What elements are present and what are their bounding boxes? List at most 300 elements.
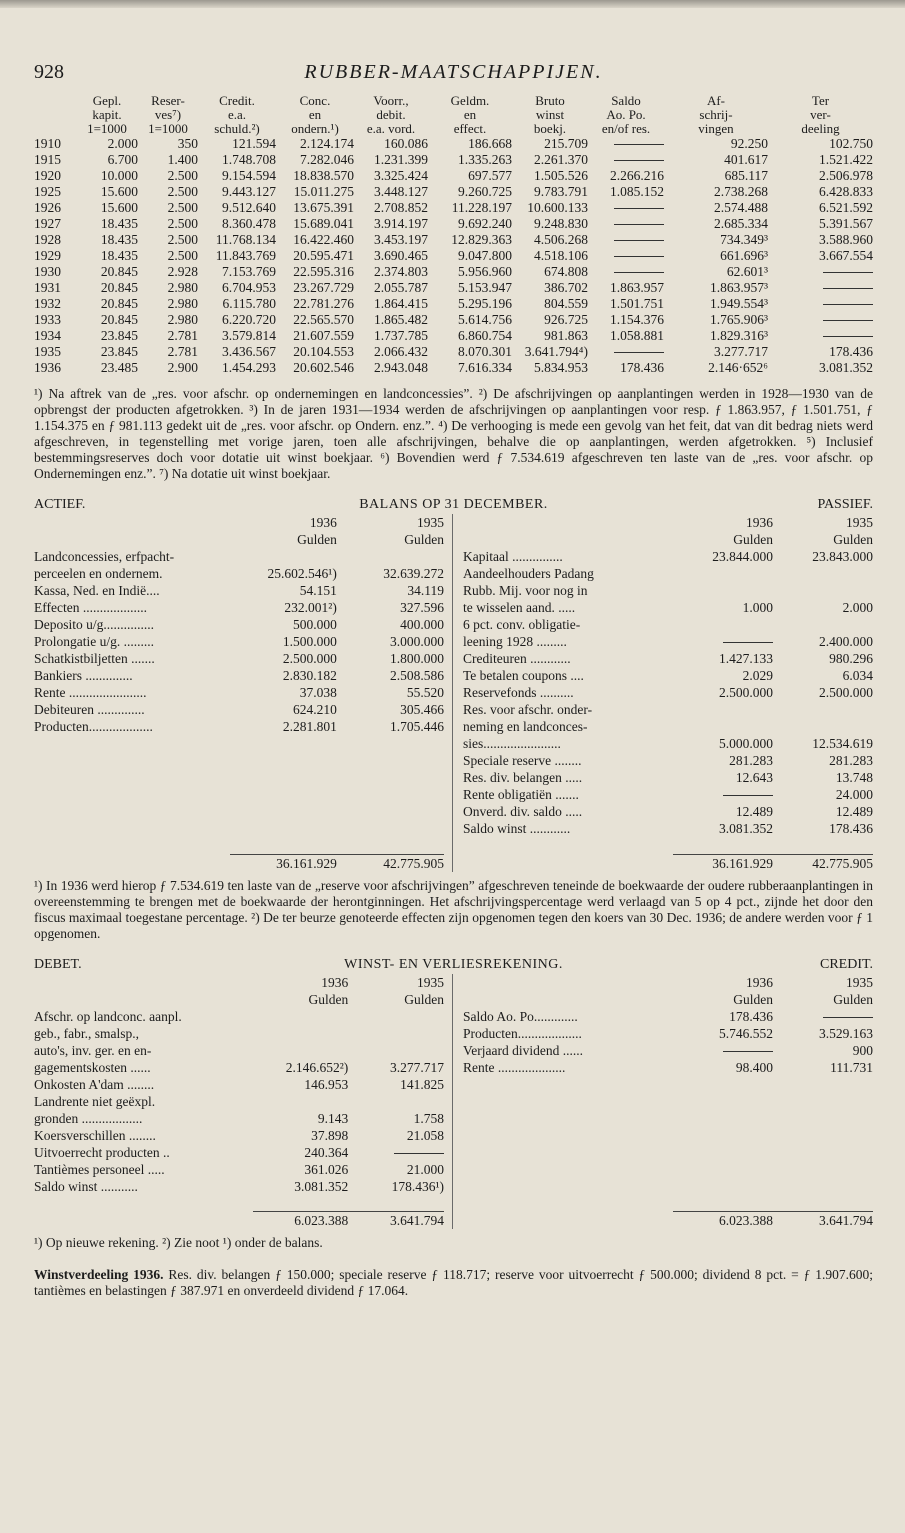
ledger-value-1: 5.000.000 [719,736,773,751]
ledger-value-1 [253,1042,349,1059]
table-cell: 10.000 [100,168,138,183]
column-header: Saldo Ao. Po. en/of res. [601,93,651,136]
ledger-value-1 [673,786,773,803]
table-cell: 8.070.301 [458,344,512,359]
table-cell: 6.700 [107,152,138,167]
table-cell: 3.690.465 [374,248,428,263]
ledger-value-2: 1.758 [413,1110,444,1126]
table-row [34,216,873,232]
ledger-label: Effecten ................... [34,600,147,615]
table-cell: 3.277.717 [714,344,768,359]
blank [773,1110,873,1127]
table-cell: 401.617 [724,152,768,167]
table-cell [588,152,664,168]
table-cell: 160.086 [384,136,428,151]
ledger-value-1: 2.500.000 [282,651,337,666]
ledger-label: Deposito u/g............... [34,617,154,632]
table-cell: 685.117 [724,168,768,183]
ledger-value-2: 305.466 [400,702,444,717]
ledger-row [34,667,444,684]
ledger-value-1: 23.844.000 [712,549,773,564]
table-cell: 178.436 [829,344,873,359]
blank [34,803,230,820]
table-cell: 7.153.769 [222,264,276,279]
spacer-row [34,803,444,820]
dash-mark [614,144,664,145]
table-cell [588,200,664,216]
blank [463,1144,673,1161]
profit-loss-account [34,974,873,1230]
year-cell: 1935 [34,344,61,359]
blank [773,1127,873,1144]
total-row [34,854,444,872]
ledger-value-1: 240.364 [304,1144,349,1160]
blank [34,786,230,803]
ledger-row [34,701,444,718]
column-header: Ter ver- deeling [801,93,840,136]
blank [230,820,337,837]
table-cell: 6.860.754 [458,328,512,343]
blank [34,514,230,531]
table-cell: 5.614.756 [458,312,512,327]
ledger-row [34,1178,444,1195]
table-cell: 6.428.833 [819,184,873,199]
table-cell: 1.864.415 [374,296,428,311]
credit-table [463,974,873,1230]
table-row [34,264,873,280]
ledger-value-1: 9.143 [317,1110,349,1126]
table-cell: 2.266.216 [610,168,664,183]
table-cell: 9.443.127 [222,184,276,199]
blank [230,786,337,803]
ledger-label: geb., fabr., smalsp., [34,1025,139,1041]
page-header [34,60,873,90]
blank [337,837,444,854]
unit-header-row [463,991,873,1008]
blank [230,769,337,786]
table-cell: 2.980 [167,312,198,327]
ledger-value-1: 1.427.133 [719,651,773,666]
ledger-label: Res. voor afschr. onder- [463,702,593,717]
table-row [34,232,873,248]
table-cell: 3.325.424 [374,168,428,183]
table-cell: 20.845 [100,312,138,327]
ledger-row [34,599,444,616]
ledger-value-2 [773,701,873,718]
ledger-label: Landrente niet geëxpl. [34,1093,156,1109]
actief-label: ACTIEF. [34,497,86,512]
ledger-label: Verjaard dividend ...... [463,1042,583,1058]
ledger-value-2: 55.520 [406,685,444,700]
year-cell: 1925 [34,184,61,199]
total-value-2: 3.641.794 [348,1212,444,1230]
total-value-2: 3.641.794 [773,1212,873,1230]
year-cell: 1932 [34,296,61,311]
table-cell: 92.250 [730,136,768,151]
ledger-row [34,1025,444,1042]
table-cell: 1.865.482 [374,312,428,327]
unit-header: Gulden [404,991,444,1007]
ledger-row [34,1059,444,1076]
table-notes: ¹) Na aftrek van de „res. voor afschr. op ondernemingen en landconcessies”. ²) De afschrijvingen op aanplantingen werden in 1928—1930 van de opbrengst der producten afgetrokken. ³) In de jaren 1931—1934 werden de afschrijvingen op aanplantingen voor resp. ƒ 1.863.957, ƒ 1.501.751, ƒ 1.154.375 en ƒ 981.113 gedekt uit de „res. voor afschr. op Ondern. enz.”. ⁴) De verhooging is mede een gevolg van het feit, dat van dit bedrag niets werd afgeschreven, in tegenstelling met vorige jaren, toen alle afschrijvingen, behalve die op aanplantingen, werden afgetrokken. ⁵) Inclusief bestemmingsreserves doch voor dotatie uit winst boekjaar. ⁶) Bovendien werd ƒ 7.534.619 afgeschreven ten laste van de „res. voor afschr. op Ondernemingen enz.”. ⁷) Na dotatie uit winst boekjaar. [34,386,873,481]
blank [673,1127,773,1144]
blank [773,1144,873,1161]
dash-mark [614,240,664,241]
credit-label: CREDIT. [819,956,873,972]
ledger-row [34,1008,444,1025]
spacer-row [34,735,444,752]
ledger-label: Reservefonds .......... [463,685,574,700]
blank [673,1195,773,1212]
blank [337,735,444,752]
ledger-row [463,1042,873,1059]
ledger-value-2: 327.596 [400,600,444,615]
blank [773,1093,873,1110]
table-cell: 20.104.553 [293,344,354,359]
table-cell: 3.914.197 [374,216,428,231]
table-cell: 3.667.554 [819,248,873,263]
year-header: 1936 [309,515,337,530]
table-cell [588,232,664,248]
dash-mark [614,208,664,209]
ledger-row [463,616,873,633]
year-cell: 1920 [34,168,61,183]
table-cell: 674.808 [544,264,588,279]
ledger-row [463,650,873,667]
year-cell: 1910 [34,136,61,151]
ledger-row [463,735,873,752]
table-row [34,200,873,216]
spacer-row [463,837,873,854]
ledger-value-2: 1.800.000 [390,651,444,666]
table-cell: 2.685.334 [714,216,768,231]
dash-mark [723,642,773,643]
year-header: 1935 [417,974,444,990]
spacer-row [34,820,444,837]
blank [230,837,337,854]
blank [673,1076,773,1093]
blank [673,1161,773,1178]
table-cell [588,216,664,232]
unit-header: Gulden [404,532,444,547]
table-cell: 5.295.196 [458,296,512,311]
ledger-row [34,616,444,633]
table-cell: 5.153.947 [458,280,512,295]
table-cell: 9.248.830 [534,216,588,231]
dash-mark [614,224,664,225]
table-row [34,328,873,344]
table-cell: 3.448.127 [374,184,428,199]
total-value-2: 42.775.905 [337,854,444,872]
table-cell: 21.607.559 [293,328,354,343]
table-cell: 2.928 [167,264,198,279]
ledger-value-1: 361.026 [304,1161,349,1177]
blank [230,735,337,752]
spacer-row [463,1178,873,1195]
ledger-label: Crediteuren ............ [463,651,571,666]
table-cell: 18.435 [100,216,138,231]
total-row [463,1212,873,1230]
ledger-row [463,1059,873,1076]
ledger-value-1: 500.000 [292,617,337,632]
dash-mark [614,256,664,257]
ledger-row [463,718,873,735]
table-cell: 6.521.592 [819,200,873,215]
ledger-row [34,1127,444,1144]
ledger-value-2: 6.034 [842,668,873,683]
dash-mark [723,1051,773,1052]
unit-header-row [34,531,444,548]
year-cell: 1929 [34,248,61,263]
spacer-row [463,1144,873,1161]
ledger-row [34,1110,444,1127]
ledger-label: Rubb. Mij. voor nog in [463,583,588,598]
ledger-label: Uitvoerrecht producten .. [34,1144,170,1160]
year-header-row [463,514,873,531]
table-row [34,248,873,264]
table-cell [588,248,664,264]
ledger-value-1: 146.953 [304,1076,349,1092]
ledger-value-1 [673,582,773,599]
table-cell: 23.845 [100,344,138,359]
ledger-value-2: 2.000 [842,600,873,615]
blank [463,1178,673,1195]
table-cell: 2.146·652⁶ [708,360,768,375]
ledger-label: gagementskosten ...... [34,1059,151,1075]
table-cell: 2.500 [167,168,198,183]
ledger-label: Onverd. div. saldo ..... [463,804,583,819]
spacer-row [34,752,444,769]
unit-header: Gulden [733,991,773,1007]
year-cell: 1934 [34,328,61,343]
table-cell: 62.601³ [726,264,768,279]
ledger-label: gronden .................. [34,1110,143,1126]
blank [337,820,444,837]
ledger-value-1: 1.500.000 [282,634,337,649]
table-cell: 2.781 [167,328,198,343]
ledger-value-1 [673,1042,773,1059]
blank [673,1093,773,1110]
unit-header: Gulden [733,532,773,547]
dash-mark [823,304,873,305]
ledger-row [463,565,873,582]
blank [34,974,253,991]
blank [673,1178,773,1195]
table-cell: 1.058.881 [610,328,664,343]
table-row [34,296,873,312]
total-value-1: 6.023.388 [253,1212,349,1230]
ledger-value-1: 2.500.000 [719,685,773,700]
blank [34,991,253,1008]
ledger-label: Aandeelhouders Padang [463,566,594,581]
yearly-figures-table [34,94,873,376]
table-cell: 3.641.794⁴) [524,344,588,359]
blank [773,1178,873,1195]
table-cell: 1.501.751 [610,296,664,311]
column-header: Bruto winst boekj. [533,93,567,136]
ledger-value-1 [253,1008,349,1025]
table-cell: 22.565.570 [293,312,354,327]
spacer-row [463,1093,873,1110]
blank [337,752,444,769]
spacer-row [463,1195,873,1212]
table-cell: 2.500 [167,184,198,199]
table-cell: 11.228.197 [451,200,512,215]
table-cell: 9.512.640 [222,200,276,215]
ledger-value-2 [773,616,873,633]
year-cell: 1931 [34,280,61,295]
year-header: 1936 [746,974,773,990]
table-cell: 121.594 [232,136,276,151]
ledger-value-2: 141.825 [400,1076,444,1092]
total-value-1: 6.023.388 [673,1212,773,1230]
ledger-value-1 [673,565,773,582]
unit-header: Gulden [308,991,349,1007]
profit-distribution [34,1267,873,1299]
ledger-value-1 [673,616,773,633]
table-row [34,168,873,184]
blank [230,803,337,820]
year-header-row [34,974,444,991]
table-cell: 102.750 [829,136,873,151]
ledger-value-1: 281.283 [729,753,773,768]
blank [463,1161,673,1178]
table-cell: 20.845 [100,264,138,279]
table-cell: 6.704.953 [222,280,276,295]
ledger-label: Landconcessies, erfpacht- [34,549,175,564]
year-cell: 1936 [34,360,61,375]
table-cell: 386.702 [544,280,588,295]
table-row [34,360,873,376]
table-cell [768,312,873,328]
ledger-row [463,633,873,650]
table-row [34,184,873,200]
blank [463,1212,673,1230]
ledger-value-2 [773,565,873,582]
ledger-row [463,684,873,701]
ledger-row [34,1144,444,1161]
dash-mark [823,320,873,321]
total-value-1: 36.161.929 [230,854,337,872]
table-cell: 1.085.152 [610,184,664,199]
ledger-value-1: 3.081.352 [294,1178,349,1194]
ledger-value-1: 624.210 [292,702,337,717]
table-cell: 2.000 [107,136,138,151]
year-cell: 1930 [34,264,61,279]
passief-label: PASSIEF. [817,497,873,512]
table-cell: 2.708.852 [374,200,428,215]
blank [773,1161,873,1178]
table-cell [588,264,664,280]
table-cell: 9.692.240 [458,216,512,231]
table-cell: 3.453.197 [374,232,428,247]
column-header: Credit. e.a. schuld.²) [214,93,260,136]
ledger-row [463,786,873,803]
table-cell: 20.845 [100,280,138,295]
dash-mark [394,1153,444,1154]
table-cell: 2.943.048 [374,360,428,375]
column-header: Af- schrij- vingen [698,93,734,136]
ledger-label: auto's, inv. ger. en en- [34,1042,152,1058]
table-cell: 10.600.133 [527,200,588,215]
ledger-row [463,1025,873,1042]
profit-distribution-heading: Winstverdeeling 1936. [34,1267,164,1282]
ledger-value-2: 3.529.163 [819,1025,873,1041]
table-row [34,280,873,296]
total-value-2: 42.775.905 [773,854,873,872]
blank [773,1195,873,1212]
table-cell: 22.595.316 [293,264,354,279]
year-cell: 1927 [34,216,61,231]
year-cell: 1933 [34,312,61,327]
ledger-value-2: 12.534.619 [812,736,873,751]
table-cell: 15.689.041 [293,216,354,231]
ledger-label: Producten................... [463,1025,582,1041]
table-cell: 13.675.391 [293,200,354,215]
ledger-label: Afschr. op landconc. aanpl. [34,1008,182,1024]
ledger-value-2: 23.843.000 [812,549,873,564]
ledger-value-1: 2.281.801 [282,719,337,734]
ledger-label: leening 1928 ......... [463,634,567,649]
ledger-value-2 [773,582,873,599]
ledger-label: Rente .................... [463,1059,566,1075]
table-cell: 5.391.567 [819,216,873,231]
year-header-row [34,514,444,531]
blank [463,1093,673,1110]
ledger-label: Onkosten A'dam ........ [34,1076,155,1092]
ledger-value-2: 900 [852,1042,873,1058]
table-cell: 11.768.134 [215,232,276,247]
blank [337,786,444,803]
ledger-row [463,701,873,718]
ledger-row [34,650,444,667]
ledger-row [34,1161,444,1178]
ledger-value-2: 2.500.000 [819,685,873,700]
profit-loss-header [34,956,873,974]
ledger-value-1: 98.400 [735,1059,773,1075]
ledger-value-2 [773,1008,873,1025]
year-header-row [463,974,873,991]
blank [673,1144,773,1161]
table-cell: 981.863 [544,328,588,343]
table-cell: 7.616.334 [458,360,512,375]
column-header: Reser- ves⁷) 1=1000 [148,93,188,136]
ledger-value-1: 54.151 [299,583,337,598]
ledger-value-1: 2.830.182 [282,668,337,683]
ledger-value-1: 37.898 [311,1127,349,1143]
table-cell: 2.900 [167,360,198,375]
ledger-label: Res. div. belangen ..... [463,770,583,785]
table-cell [768,328,873,344]
unit-header: Gulden [297,532,337,547]
table-cell: 3.081.352 [819,360,873,375]
table-cell: 1.863.957³ [709,280,768,295]
table-row [34,136,873,152]
table-cell: 20.845 [100,296,138,311]
ledger-row [463,667,873,684]
table-cell: 20.602.546 [293,360,354,375]
dash-mark [614,160,664,161]
passief-table [463,514,873,872]
unit-header-row [34,991,444,1008]
debet-label: DEBET. [34,956,82,972]
blank [230,752,337,769]
ledger-value-1 [253,1025,349,1042]
blank [463,837,673,854]
table-cell [768,296,873,312]
table-cell: 1.154.376 [610,312,664,327]
dash-mark [614,272,664,273]
